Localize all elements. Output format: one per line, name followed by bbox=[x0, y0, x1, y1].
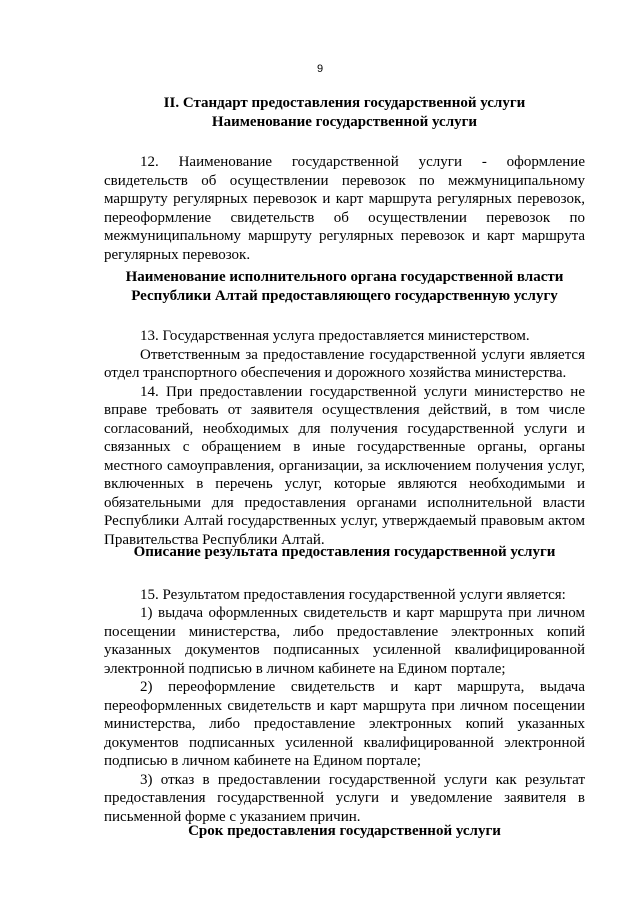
paragraph-12: 12. Наименование государственной услуги - оформление свидетельств об осуществлении перевозок по межмуниципальному маршруту регулярных перевозок и карт маршрута регулярных перевозок, переоформление свидетельств об осуществлении перевозок по межмуниципальному маршруту регулярных перевозок и карт маршрута регулярных перевозок. bbox=[104, 154, 585, 263]
paragraph-13-responsible: Ответственным за предоставление государственной услуги является отдел транспортного обеспечения и дорожного хозяйства министерства. bbox=[104, 346, 585, 381]
section-term bbox=[104, 822, 585, 841]
section-result bbox=[104, 543, 585, 826]
section-organ bbox=[104, 268, 585, 549]
section-subheading: Республики Алтай предоставляющего государственную услугу bbox=[131, 287, 558, 304]
result-item-1: 1) выдача оформленных свидетельств и карт маршрута при личном посещении министерства, либо предоставление электронных копий указанных документов подписанных усиленной квалифицированной электронной подписью в личном кабинете на Едином портале; bbox=[104, 605, 585, 677]
section-standard bbox=[104, 94, 585, 264]
section-heading: Срок предоставления государственной услуги bbox=[188, 823, 501, 839]
section-heading: Наименование исполнительного органа государственной власти bbox=[125, 269, 564, 285]
result-item-3: 3) отказ в предоставлении государственной услуги как результат предоставления государственной услуги и уведомление заявителя в письменной форме с указанием причин. bbox=[104, 771, 585, 825]
paragraph-13: 13. Государственная услуга предоставляется министерством. bbox=[140, 328, 530, 344]
section-heading: Описание результата предоставления государственной услуги bbox=[133, 544, 556, 560]
section-heading: II. Стандарт предоставления государственной услуги bbox=[163, 95, 526, 111]
result-item-2: 2) переоформление свидетельств и карт маршрута, выдача переоформленных свидетельств и карт маршрута при личном посещении министерства, либо предоставление электронных копий указанных документов подписанных усиленной квалифицированной электронной подписью в личном кабинете на Едином портале; bbox=[104, 679, 585, 769]
section-subheading: Наименование государственной услуги bbox=[211, 113, 478, 130]
page-number: 9 bbox=[316, 63, 324, 75]
paragraph-15: 15. Результатом предоставления государственной услуги является: bbox=[140, 586, 566, 603]
paragraph-14: 14. При предоставлении государственной услуги министерство не вправе требовать от заявителя осуществления действий, в том числе согласований, необходимых для получения государственной услуги и связанных с обращением в иные государственные органы, органы местного самоуправления, организации, за исключением получения услуг, включенных в перечень услуг, которые являются необходимыми и обязательными для предоставления органами исполнительной власти Республики Алтай государственных услуг, утверждаемый правовым актом Правительства Республики Алтай. bbox=[104, 383, 585, 548]
